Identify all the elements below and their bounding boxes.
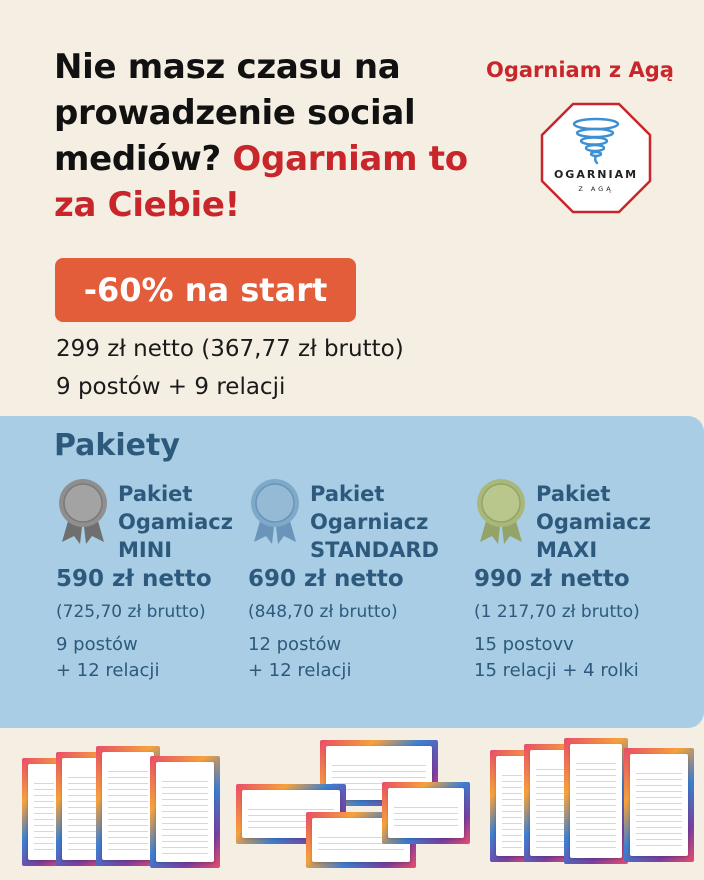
package-maxi (474, 478, 684, 718)
logo-word: OGARNIAM (553, 168, 639, 181)
package-price: 990 zł netto (474, 566, 630, 592)
octagon-logo-icon (540, 102, 652, 214)
headline (54, 44, 474, 228)
package-name (118, 480, 233, 564)
package-posts: 15 postovv (474, 634, 574, 655)
package-stories: + 12 relacji (56, 660, 160, 681)
headline-plain: Nie masz czasu na prowadzenie social mediów? (54, 47, 416, 179)
package-brutto: (848,70 zł brutto) (248, 602, 398, 622)
package-posts: 9 postów (56, 634, 138, 655)
package-name-line: Pakiet (310, 482, 385, 506)
package-name (536, 480, 651, 564)
package-name-line: Ogamiacz (536, 510, 651, 534)
logo-sub: Z AGĄ (578, 185, 614, 193)
promo-content: 9 postów + 9 relacji (56, 374, 286, 400)
weekly-planner-thumbnails (22, 742, 222, 870)
brand-name: Ogarniam z Agą (486, 58, 674, 82)
package-stories: 15 relacji + 4 rolki (474, 660, 639, 681)
package-stories: + 12 relacji (248, 660, 352, 681)
promo-badge: -60% na start (55, 258, 356, 322)
package-name-line: Pakiet (536, 482, 611, 506)
brand-logo (540, 102, 652, 214)
package-price: 690 zł netto (248, 566, 404, 592)
table-planner-thumbnails (236, 740, 472, 872)
package-name-line: MINI (118, 538, 173, 562)
package-brutto: (1 217,70 zł brutto) (474, 602, 640, 622)
packages-panel (0, 416, 704, 728)
gold-medal-icon (474, 478, 528, 544)
package-standard (248, 478, 458, 718)
promo-price: 299 zł netto (367,77 zł brutto) (56, 336, 404, 362)
packages-title: Pakiety (54, 428, 180, 463)
package-name-line: STANDARD (310, 538, 439, 562)
package-name-line: Ogamiacz (118, 510, 233, 534)
package-posts: 12 postów (248, 634, 342, 655)
package-price: 590 zł netto (56, 566, 212, 592)
planner-thumbnails (0, 736, 704, 880)
package-name-line: Pakiet (118, 482, 193, 506)
package-name (310, 480, 439, 564)
package-brutto: (725,70 zł brutto) (56, 602, 206, 622)
package-name-line: MAXI (536, 538, 598, 562)
silver-medal-icon (56, 478, 110, 544)
package-name-line: Ogarniacz (310, 510, 429, 534)
blue-medal-icon (248, 478, 302, 544)
headline-accent: Ogarniam to za Ciebie! (54, 139, 468, 225)
package-mini (56, 478, 266, 718)
notes-sheet-thumbnails (490, 736, 696, 872)
